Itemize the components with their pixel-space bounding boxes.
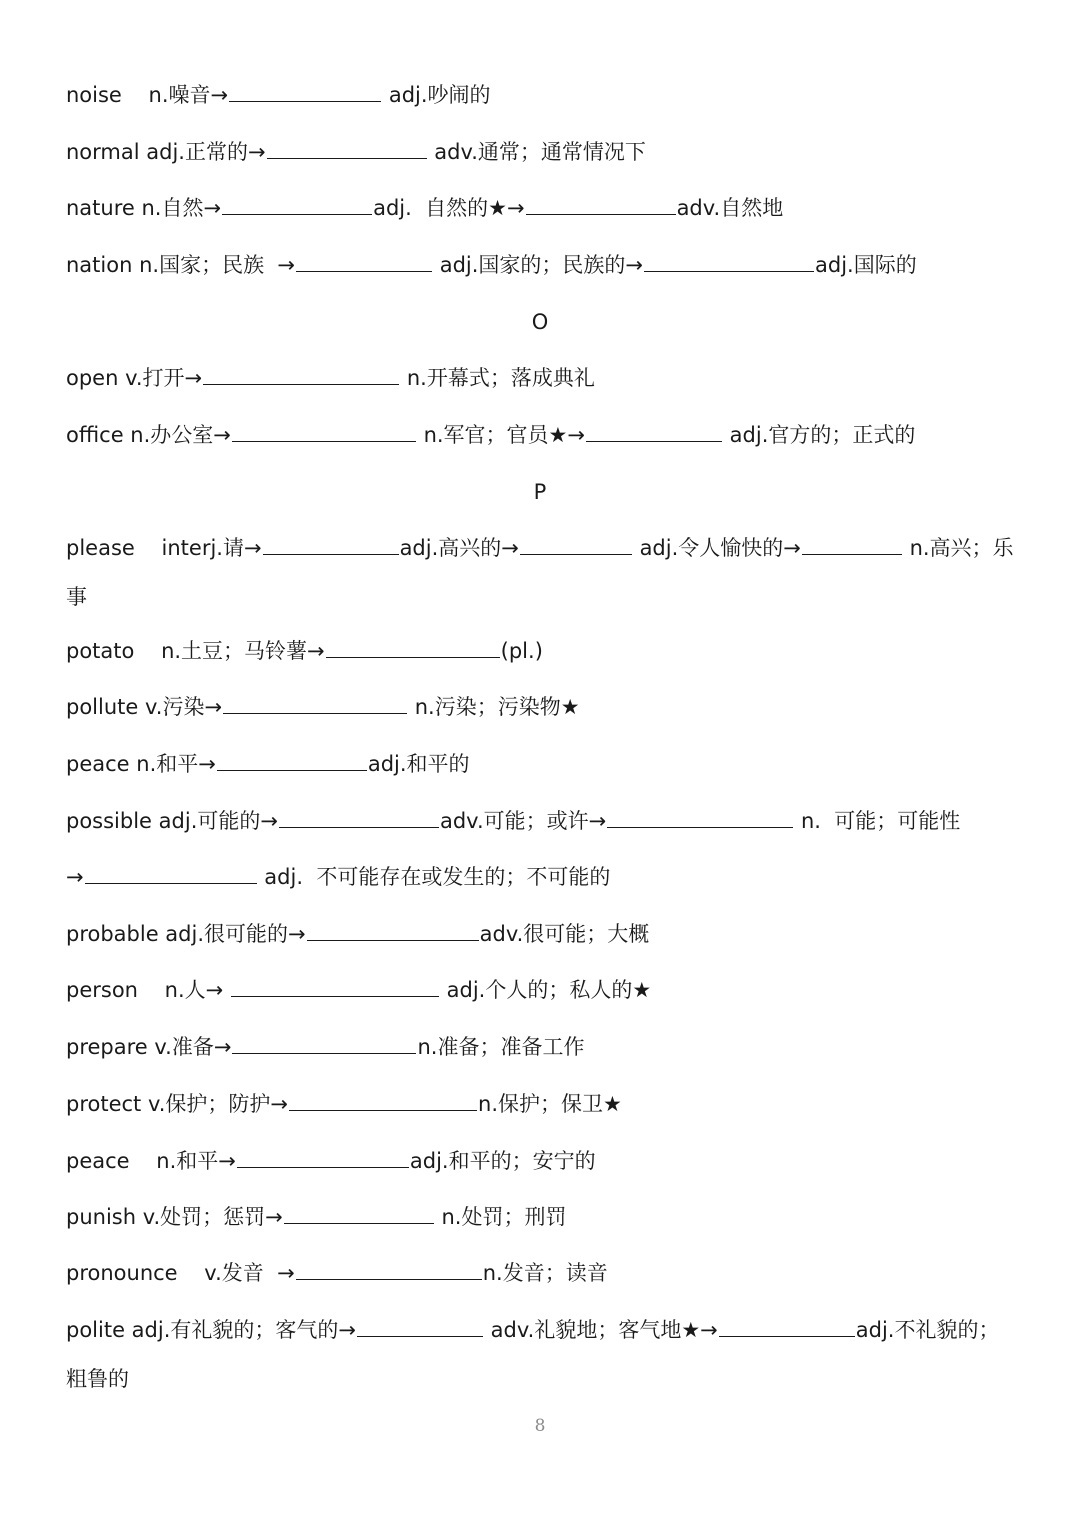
entry-text: nature n.自然→: [66, 196, 222, 220]
section-letter-o: O: [531, 310, 549, 334]
entry-text: pollute v.污染→: [66, 695, 223, 719]
entry-peace-2: [66, 1146, 1026, 1176]
entry-please: [66, 533, 1026, 563]
entry-text: prepare v.准备→: [66, 1035, 232, 1059]
entry-text: adj.官方的；正式的: [729, 423, 916, 447]
entry-text: adj. 自然的★→: [373, 196, 525, 220]
answer-blank[interactable]: [586, 421, 722, 442]
answer-blank[interactable]: [263, 534, 399, 555]
entry-text: adv.自然地: [676, 196, 784, 220]
entry-polite: [66, 1315, 1026, 1345]
entry-potato: [66, 636, 1026, 666]
entry-text: office n.办公室→: [66, 423, 231, 447]
entry-text: person n.人→: [66, 978, 224, 1002]
answer-blank[interactable]: [223, 693, 407, 714]
entry-text: adj.令人愉快的→: [639, 536, 801, 560]
entry-text: 粗鲁的: [66, 1367, 129, 1391]
answer-blank[interactable]: [222, 194, 372, 215]
entry-text: adj.和平的: [367, 752, 470, 776]
entry-text: n.高兴；乐: [909, 536, 1014, 560]
answer-blank[interactable]: [289, 1090, 477, 1111]
answer-blank[interactable]: [229, 81, 381, 102]
answer-blank[interactable]: [520, 534, 632, 555]
entry-text: (pl.): [500, 639, 543, 663]
entry-text: adj.国家的；民族的→: [439, 253, 644, 277]
answer-blank[interactable]: [85, 863, 257, 884]
entry-text: peace n.和平→: [66, 752, 216, 776]
answer-blank[interactable]: [307, 920, 479, 941]
entry-text: adj.吵闹的: [388, 83, 491, 107]
answer-blank[interactable]: [217, 750, 367, 771]
entry-noise: [66, 80, 1026, 110]
entry-text: noise n.噪音→: [66, 83, 229, 107]
entry-office: [66, 420, 1026, 450]
entry-text: adj. 不可能存在或发生的；不可能的: [264, 865, 611, 889]
answer-blank[interactable]: [719, 1316, 855, 1337]
entry-text: potato n.土豆；马铃薯→: [66, 639, 325, 663]
entry-possible: [66, 806, 1026, 836]
entry-text: please interj.请→: [66, 536, 262, 560]
entry-normal: [66, 137, 1026, 167]
answer-blank[interactable]: [526, 194, 676, 215]
answer-blank[interactable]: [326, 637, 500, 658]
entry-text: adj.不礼貌的；: [855, 1318, 1000, 1342]
answer-blank[interactable]: [203, 364, 399, 385]
answer-blank[interactable]: [802, 534, 902, 555]
entry-nation: [66, 250, 1026, 280]
answer-blank[interactable]: [296, 1259, 482, 1280]
entry-text: adj.个人的；私人的★: [446, 978, 652, 1002]
entry-protect: [66, 1089, 1026, 1119]
entry-text: →: [66, 865, 84, 889]
entry-text: possible adj.可能的→: [66, 809, 278, 833]
entry-text: adv.很可能；大概: [479, 922, 650, 946]
entry-text: polite adj.有礼貌的；客气的→: [66, 1318, 356, 1342]
entry-text: adj.国际的: [815, 253, 917, 277]
entry-please-continued: [66, 582, 1026, 612]
answer-blank[interactable]: [232, 1033, 416, 1054]
entry-text: adv.可能；或许→: [439, 809, 607, 833]
entry-text: open v.打开→: [66, 366, 203, 390]
entry-text: 事: [66, 585, 87, 609]
entry-pollute: [66, 692, 1026, 722]
entry-text: adj.和平的；安宁的: [409, 1149, 596, 1173]
entry-possible-continued: [66, 862, 1026, 892]
entry-text: probable adj.很可能的→: [66, 922, 306, 946]
entry-prepare: [66, 1032, 1026, 1062]
entry-text: protect v.保护；防护→: [66, 1092, 289, 1116]
section-letter-p: P: [533, 480, 547, 504]
entry-text: adv.通常；通常情况下: [434, 140, 646, 164]
answer-blank[interactable]: [237, 1147, 409, 1168]
answer-blank[interactable]: [644, 251, 814, 272]
entry-person: [66, 975, 1026, 1005]
answer-blank[interactable]: [357, 1316, 483, 1337]
entry-text: adj.高兴的→: [399, 536, 519, 560]
entry-pronounce: [66, 1258, 1026, 1288]
entry-text: punish v.处罚；惩罚→: [66, 1205, 283, 1229]
entry-text: nation n.国家；民族 →: [66, 253, 296, 277]
entry-text: n.发音；读音: [482, 1261, 608, 1285]
answer-blank[interactable]: [607, 807, 793, 828]
entry-text: adv.礼貌地；客气地★→: [490, 1318, 718, 1342]
entry-open: [66, 363, 1026, 393]
entry-text: n. 可能；可能性: [800, 809, 961, 833]
entry-text: n.准备；准备工作: [417, 1035, 585, 1059]
answer-blank[interactable]: [279, 807, 439, 828]
entry-polite-continued: [66, 1364, 1026, 1394]
answer-blank[interactable]: [296, 251, 432, 272]
answer-blank[interactable]: [267, 138, 427, 159]
entry-text: normal adj.正常的→: [66, 140, 266, 164]
entry-peace: [66, 749, 1026, 779]
entry-text: n.军官；官员★→: [423, 423, 585, 447]
page-number: 8: [534, 1416, 546, 1436]
entry-text: peace n.和平→: [66, 1149, 236, 1173]
entry-text: n.处罚；刑罚: [441, 1205, 567, 1229]
answer-blank[interactable]: [284, 1203, 434, 1224]
entry-text: n.保护；保卫★: [478, 1092, 622, 1116]
answer-blank[interactable]: [231, 976, 439, 997]
entry-nature: [66, 193, 1026, 223]
entry-punish: [66, 1202, 1026, 1232]
entry-text: n.开幕式；落成典礼: [406, 366, 595, 390]
entry-text: pronounce v.发音 →: [66, 1261, 295, 1285]
entry-probable: [66, 919, 1026, 949]
entry-text: n.污染；污染物★: [414, 695, 580, 719]
answer-blank[interactable]: [232, 421, 416, 442]
